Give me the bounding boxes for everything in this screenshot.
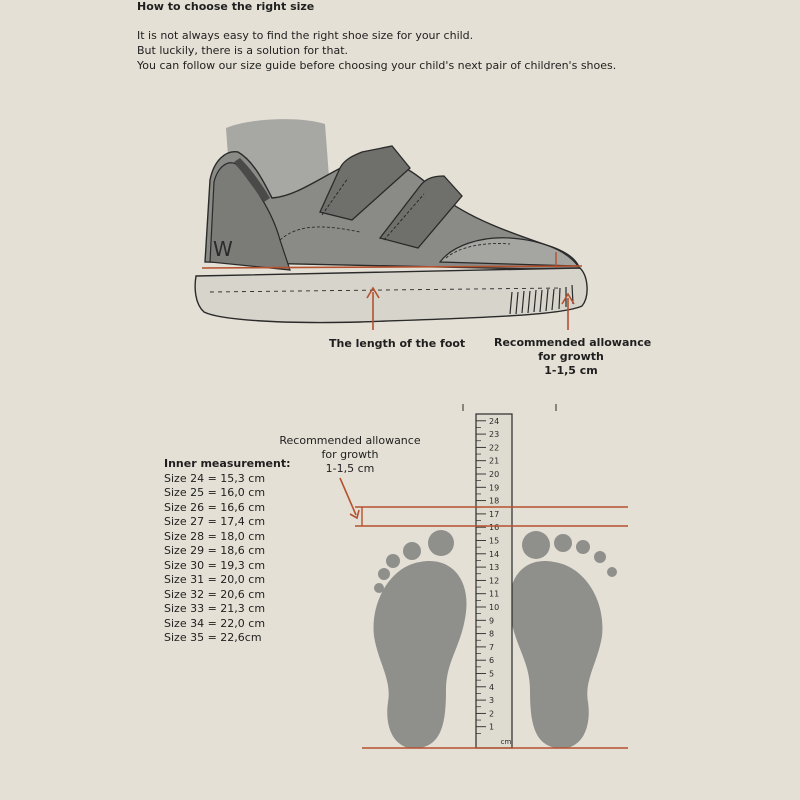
- ruler-tick-label: 10: [489, 603, 500, 612]
- ruler-tick-label: 3: [489, 696, 495, 706]
- size-row: Size 29 = 18,6 cm: [164, 544, 266, 557]
- size-row: Size 28 = 18,0 cm: [164, 529, 266, 543]
- size-row: Size 32 = 20,6 cm: [164, 587, 266, 601]
- ruler-tick-label: 7: [489, 642, 495, 652]
- shoe-sole: [195, 268, 587, 323]
- allowance-line: 1-1,5 cm: [544, 364, 598, 377]
- size-row: Size 25 = 16,0 cm: [164, 486, 266, 499]
- ruler-tick-label: 13: [489, 563, 500, 573]
- page-title: How to choose the right size: [137, 0, 315, 13]
- size-row: Size 34 = 22,0 cm: [164, 616, 266, 630]
- ruler-tick-label: 12: [489, 576, 500, 586]
- allowance-line: 1-1,5 cm: [325, 462, 375, 475]
- shoe-allowance-label: [494, 336, 652, 378]
- allowance-pointer-arrow: [340, 478, 356, 515]
- size-row: Size 31 = 20,0 cm: [164, 573, 266, 586]
- ruler-tick-label: 22: [489, 443, 500, 453]
- ruler-tick-label: 6: [489, 656, 495, 666]
- ruler-allowance-label: [273, 434, 427, 476]
- ruler-tick-label: 21: [489, 456, 500, 466]
- size-rows: [164, 472, 291, 646]
- allowance-line: for growth: [321, 448, 379, 461]
- allowance-line: for growth: [538, 350, 604, 363]
- ruler-unit: cm: [500, 738, 512, 746]
- intro-line: You can follow our size guide before choosing your child's next pair of children's shoes.: [137, 59, 617, 72]
- right-footprint: [509, 531, 617, 748]
- allowance-line: Recommended allowance: [279, 434, 421, 447]
- size-row: Size 26 = 16,6 cm: [164, 500, 266, 514]
- intro-line: It is not always easy to find the right shoe size for your child.: [137, 29, 474, 42]
- foot-length-label: The length of the foot: [329, 337, 466, 350]
- shoe-illustration: [195, 119, 587, 330]
- ruler-tick-label: 9: [489, 616, 495, 626]
- size-row: Size 35 = 22,6cm: [164, 631, 262, 644]
- ruler-tick-label: 5: [489, 669, 495, 679]
- ruler-tick-label: 4: [489, 682, 495, 692]
- size-row: Size 33 = 21,3 cm: [164, 602, 266, 615]
- ruler-tick-label: 2: [489, 709, 495, 719]
- allowance-line: Recommended allowance: [494, 336, 652, 349]
- ruler-tick-label: 16: [489, 523, 500, 533]
- ruler-tick-label: 19: [489, 483, 500, 493]
- size-table-title: Inner measurement:: [164, 457, 291, 470]
- ruler-tick-label: 23: [489, 430, 500, 440]
- ruler-tick-label: 17: [489, 509, 500, 519]
- ruler-tick-label: 24: [489, 416, 500, 426]
- ruler-tick-label: 11: [489, 589, 500, 599]
- ruler-tick-label: 20: [489, 470, 500, 479]
- size-row: Size 24 = 15,3 cm: [164, 471, 266, 485]
- brand-mark: W: [213, 237, 233, 261]
- intro-line: But luckily, there is a solution for that.: [137, 44, 349, 57]
- ruler-tick-label: 18: [489, 496, 500, 506]
- size-row: Size 30 = 19,3 cm: [164, 558, 266, 572]
- left-footprint: [374, 530, 467, 748]
- ruler-tick-label: 15: [489, 536, 500, 546]
- ruler-tick-label: 8: [489, 629, 495, 639]
- size-table: [164, 457, 291, 646]
- ruler-tick-label: 14: [489, 549, 500, 559]
- size-row: Size 27 = 17,4 cm: [164, 515, 266, 528]
- ruler-tick-label: 1: [489, 722, 495, 732]
